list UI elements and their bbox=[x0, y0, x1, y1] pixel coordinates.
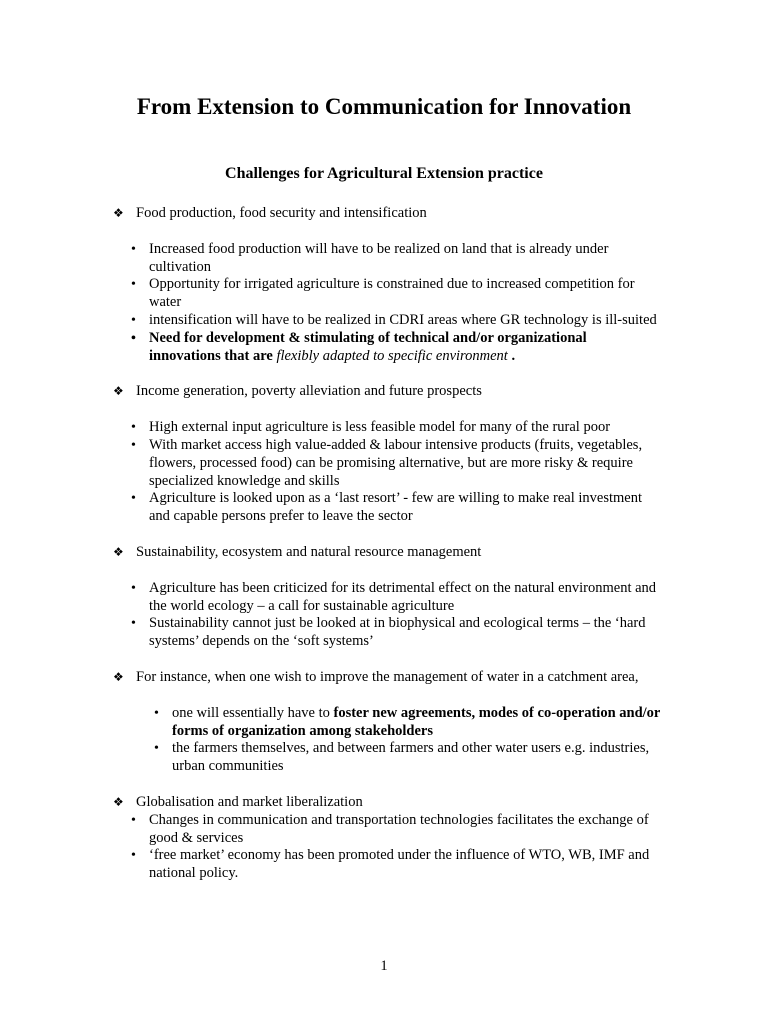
bullet-list bbox=[113, 580, 661, 651]
diamond-bullet-icon: ❖ bbox=[113, 544, 124, 559]
bullet-icon: • bbox=[131, 812, 136, 828]
bullet-icon: • bbox=[131, 848, 136, 864]
list-item bbox=[113, 330, 661, 366]
italic-text: flexibly adapted to specific environment bbox=[276, 347, 508, 364]
bullet-icon: • bbox=[154, 741, 159, 757]
list-item: • High external input agriculture is less feasible model for many of the rural poor bbox=[113, 419, 661, 437]
list-item: • ‘free market’ economy has been promoted under the influence of WTO, WB, IMF and national policy. bbox=[113, 847, 661, 883]
section-heading: For instance, when one wish to improve the management of water in a catchment area, bbox=[136, 668, 639, 685]
bullet-icon: • bbox=[131, 312, 136, 328]
list-item bbox=[113, 705, 661, 741]
section-sustainability bbox=[113, 544, 661, 562]
emphasis-text: Need for development & stimulating of technical and/or organizational innovations that are bbox=[149, 329, 587, 364]
section-heading: Sustainability, ecosystem and natural resource management bbox=[136, 543, 482, 560]
bullet-icon: • bbox=[131, 330, 136, 346]
list-item: • Changes in communication and transportation technologies facilitates the exchange of good & services bbox=[113, 812, 661, 848]
diamond-bullet-icon: ❖ bbox=[113, 794, 124, 809]
section-income-generation bbox=[113, 383, 661, 401]
diamond-bullet-icon: ❖ bbox=[113, 384, 124, 399]
bullet-icon: • bbox=[131, 277, 136, 293]
diamond-bullet-icon: ❖ bbox=[113, 669, 124, 684]
page-title: From Extension to Communication for Innovation bbox=[136, 94, 632, 119]
page-number: 1 bbox=[380, 958, 388, 974]
bullet-icon: • bbox=[131, 616, 136, 632]
section-water-management bbox=[113, 669, 661, 687]
list-item: • Agriculture is looked upon as a ‘last resort’ - few are willing to make real investment and capable persons prefer to leave the sector bbox=[113, 490, 661, 526]
list-item: • the farmers themselves, and between farmers and other water users e.g. industries, urban communities bbox=[113, 740, 661, 776]
bullet-list bbox=[113, 419, 661, 526]
list-item: • Sustainability cannot just be looked at in biophysical and ecological terms – the ‘hard systems’ depends on the ‘soft systems’ bbox=[113, 615, 661, 651]
bullet-icon: • bbox=[131, 420, 136, 436]
page-subtitle: Challenges for Agricultural Extension practice bbox=[225, 165, 543, 182]
section-heading: Globalisation and market liberalization bbox=[136, 793, 363, 810]
section-globalisation bbox=[113, 794, 661, 812]
emphasis-text: foster new agreements, modes of co-operation and/or forms of organization among stakeholders bbox=[172, 704, 661, 739]
bullet-list bbox=[113, 705, 661, 776]
bullet-icon: • bbox=[131, 580, 136, 596]
plain-text: one will essentially have to bbox=[172, 704, 334, 721]
diamond-bullet-icon: ❖ bbox=[113, 206, 124, 220]
list-item: • intensification will have to be realized in CDRI areas where GR technology is ill-suited bbox=[113, 312, 661, 330]
list-item: • Agriculture has been criticized for its detrimental effect on the natural environment and the world ecology – a call for sustainable agriculture bbox=[113, 580, 661, 616]
trailing-text: . bbox=[507, 347, 516, 364]
bullet-icon: • bbox=[154, 705, 159, 721]
bullet-icon: • bbox=[131, 241, 136, 257]
section-food-production bbox=[113, 205, 661, 223]
document-body bbox=[113, 205, 661, 883]
list-item: • With market access high value-added & labour intensive products (fruits, vegetables, flowers, processed food) can be promising alternative, but are more risky & require specialized knowledge and skills bbox=[113, 437, 661, 490]
bullet-list bbox=[113, 812, 661, 883]
section-heading: Income generation, poverty alleviation and future prospects bbox=[136, 383, 482, 400]
section-heading: Food production, food security and intensification bbox=[136, 205, 427, 221]
list-item: • Opportunity for irrigated agriculture is constrained due to increased competition for water bbox=[113, 276, 661, 312]
bullet-icon: • bbox=[131, 437, 136, 453]
list-item: • Increased food production will have to be realized on land that is already under cultivation bbox=[113, 241, 661, 277]
bullet-list bbox=[113, 241, 661, 366]
bullet-icon: • bbox=[131, 491, 136, 507]
